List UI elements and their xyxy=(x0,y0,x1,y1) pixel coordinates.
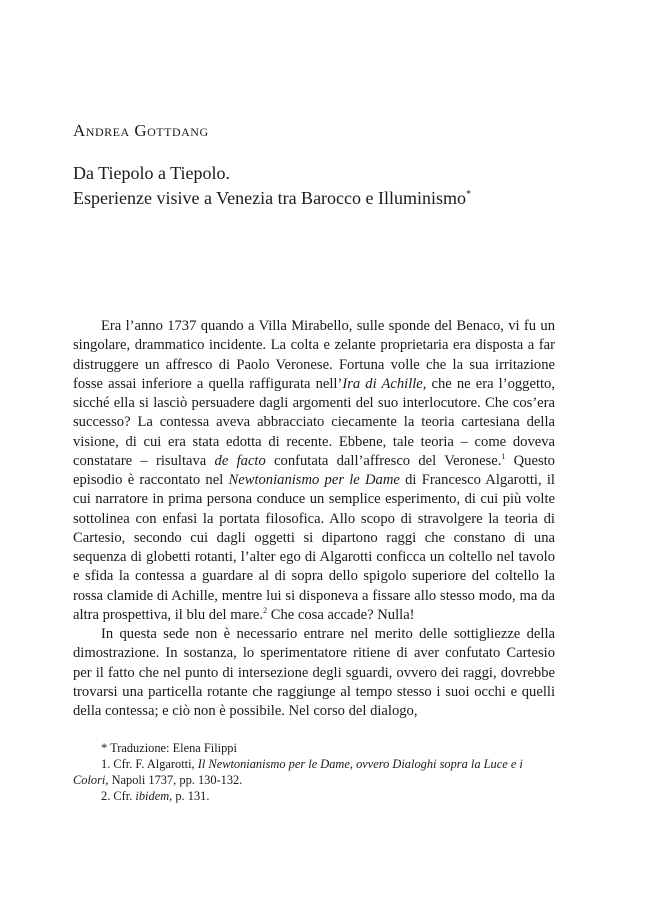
body-text xyxy=(73,317,555,721)
footnotes xyxy=(73,740,555,804)
fn2-text-b: , p. 131. xyxy=(169,789,210,803)
title-line-1: Da Tiepolo a Tiepolo. xyxy=(73,163,231,183)
p1-text-a: Era l’anno 1737 quando a Villa Mirabello, sulle sponde del Benaco, vi fu un singolare, drammatico incidente. La colta e zelante proprietaria era disposta a far distruggere un affresco di Paolo Veronese. Fortuna volle che la sua irritazione fosse assai inferiore a quella raffigurata nell’ xyxy=(73,318,555,392)
fn1-text-a: 1. Cfr. F. Algarotti, xyxy=(101,757,198,771)
p1-text-f: Che cosa accade? Nulla! xyxy=(267,606,415,623)
fn1-text-b: , Napoli 1737, pp. 130-132. xyxy=(105,773,243,787)
p1-text-d: Questo episodio è raccontato nel xyxy=(73,452,555,488)
author-name: Andrea Gottdang xyxy=(73,121,209,140)
title-line-2 xyxy=(73,184,593,209)
p1-italic-ira: Ira di Achille xyxy=(342,375,423,392)
fn2-text-a: 2. Cfr. xyxy=(101,789,136,803)
footnote-ref-1: 1 xyxy=(501,451,506,461)
footnote-star: * Traduzione: Elena Filippi xyxy=(101,741,237,755)
footnote-2 xyxy=(73,788,555,804)
p1-text-b: , che ne era l’oggetto, sicché ella si lasciò persuadere dagli argomenti del suo interlocutore. Che cos’era successo? La contessa aveva abbracciato ciecamente la teoria cartesiana della visione, di cui era stata edotta di recente. Ebbene, tale teoria – come doveva constatare – risultava xyxy=(73,375,555,469)
title-footnote-mark: * xyxy=(466,189,472,200)
article-title xyxy=(73,162,593,209)
fn2-italic: ibidem xyxy=(135,789,170,803)
paragraph-1 xyxy=(73,317,555,625)
paragraph-2: In questa sede non è necessario entrare nel merito delle sottigliezze della dimostrazione. In sostanza, lo sperimentatore ritiene di aver confutato Cartesio per il fatto che nel punto di intersezione degli sguardi, ovvero dei raggi, dovrebbe trovarsi una particella rotante che raggiunge al tempo stesso i suoi occhi e quelli della contessa; e ciò non è possibile. Nel corso del dialogo, xyxy=(73,626,555,719)
fn1-italic: Il Newtonianismo per le Dame, ovvero Dialoghi sopra la Luce e i Colori xyxy=(73,757,523,787)
footnote-1 xyxy=(73,756,555,788)
footnote-ref-2: 2 xyxy=(263,605,268,615)
p1-italic-defacto: de facto xyxy=(214,452,266,469)
p1-italic-newtonianismo: Newtonianismo per le Dame xyxy=(228,472,400,488)
p1-text-e: di Francesco Algarotti, il cui narratore in prima persona conduce un semplice esperimento, di cui più volte sottolinea con enfasi la portata filosofica. Allo scopo di stravolgere la teoria di Cartesio, secondo cui dagli oggetti si dipartono raggi che constano di una sequenza di globetti rotanti, l’alter ego di Algarotti conficca un coltello nel tavolo e sfida la contessa a guardare al di sopra dello spigolo superiore del coltello la rossa clamide di Achille, mentre lui si disponeva a fissare allo stesso modo, ma da altra prospettiva, il blu del mare. xyxy=(73,472,555,623)
p1-text-c: confutata dall’affresco del Veronese. xyxy=(265,452,502,469)
title-line-2-text: Esperienze visive a Venezia tra Barocco e Illuminismo xyxy=(73,188,467,208)
